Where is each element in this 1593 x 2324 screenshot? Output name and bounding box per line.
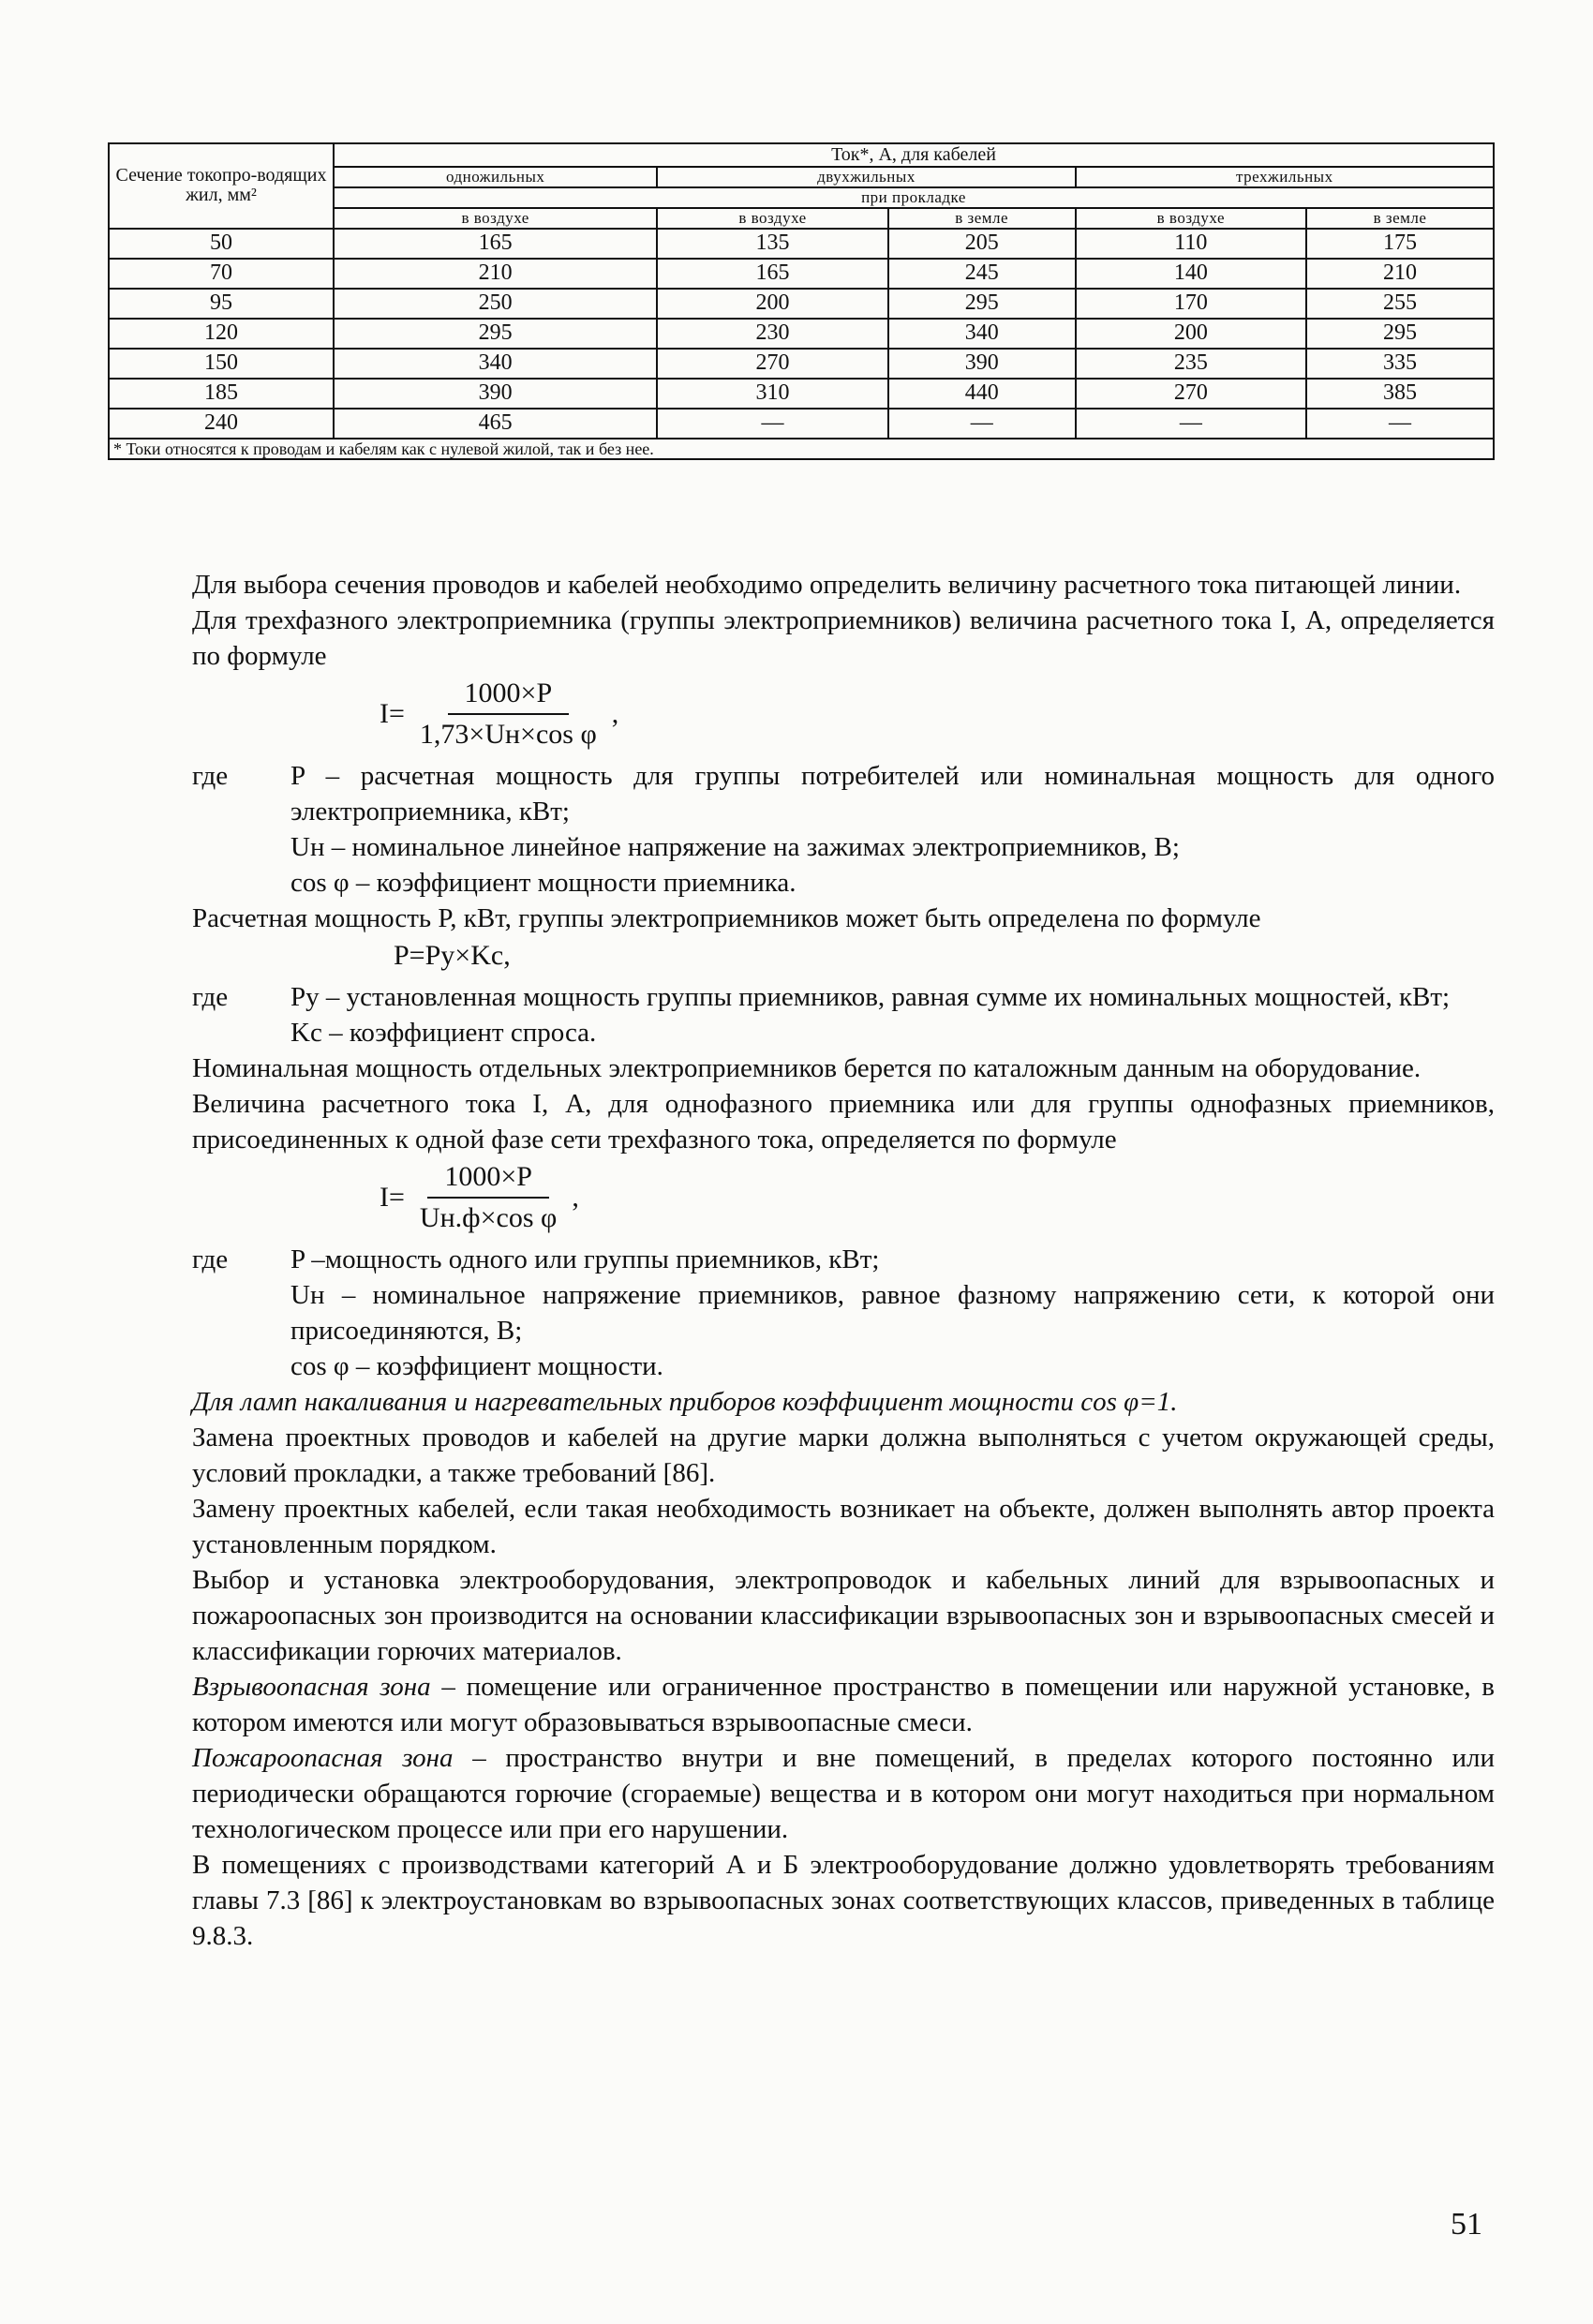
where-label: где: [192, 1244, 229, 1274]
table-cell: 230: [657, 319, 887, 349]
definition: Uн – номинальное линейное напряжение на зажимах электроприемников, В;: [290, 832, 1180, 862]
formula-single-phase: I= $\frac{1000\times P}{\text{Uн.ф×cos φ}}$ ,: [380, 1159, 1495, 1236]
table-cell: 70: [109, 259, 334, 289]
table-cell: 95: [109, 289, 334, 319]
table-cell: 175: [1306, 229, 1494, 259]
table-cell: 340: [888, 319, 1076, 349]
table-cell: 205: [888, 229, 1076, 259]
formula-lhs: I=: [380, 1182, 405, 1213]
definition: cos φ – коэффициент мощности приемника.: [290, 868, 796, 898]
formula-power: P=Pу×Kс,: [394, 940, 511, 971]
table-cell: 390: [334, 379, 657, 409]
formula-fraction: [410, 676, 606, 752]
formula-numerator: 1000×P: [448, 676, 570, 715]
table-cell: 50: [109, 229, 334, 259]
header-air: в воздухе: [1076, 208, 1306, 229]
table-cell: 200: [1076, 319, 1306, 349]
table-cell: 165: [657, 259, 887, 289]
paragraph: Расчетная мощность P, кВт, группы электроприемников может быть определена по формуле: [192, 903, 1261, 933]
paragraph: Выбор и установка электрооборудования, электропроводок и кабельных линий для взрывоопасных и пожароопасных зон производится на основании классификации взрывоопасных зон и взрывоопасных смесей и классификации горючих материалов.: [192, 1565, 1495, 1666]
header-current: Ток*, А, для кабелей: [334, 143, 1494, 167]
table-row: [109, 289, 1494, 319]
table-cell: 255: [1306, 289, 1494, 319]
where-label: где: [192, 982, 229, 1012]
table-cell: —: [1076, 409, 1306, 439]
table-cell: 235: [1076, 349, 1306, 379]
term: Взрывоопасная зона: [192, 1672, 431, 1702]
term: Пожароопасная зона: [192, 1743, 454, 1773]
definition: Pу – установленная мощность группы приемников, равная сумме их номинальных мощностей, кВт;: [290, 982, 1451, 1012]
where-label: где: [192, 761, 229, 791]
table-cell: 120: [109, 319, 334, 349]
term-definition: – помещение или ограниченное пространство в помещении или наружной установке, в котором имеются или могут образовываться взрывоопасные смеси.: [192, 1672, 1495, 1737]
table-cell: —: [888, 409, 1076, 439]
table-cell: 270: [657, 349, 887, 379]
term-definition: – пространство внутри и вне помещений, в пределах которого постоянно или периодически обращаются горючие (сгораемые) вещества и в котором они могут находиться при нормальном технологическом процессе или при его нарушении.: [192, 1743, 1495, 1844]
table-cell: 150: [109, 349, 334, 379]
table-cell: 390: [888, 349, 1076, 379]
current-table: [108, 142, 1495, 460]
table-row: [109, 379, 1494, 409]
definitions: [192, 1242, 1495, 1384]
page-number: 51: [1451, 2207, 1482, 2242]
table-cell: —: [1306, 409, 1494, 439]
definition: P – расчетная мощность для группы потребителей или номинальная мощность для одного электроприемника, кВт;: [290, 761, 1495, 827]
definition: cos φ – коэффициент мощности.: [290, 1351, 663, 1381]
header-three-core: трехжильных: [1076, 167, 1494, 187]
body-text: [192, 567, 1495, 1954]
formula-denominator: 1,73×Uн×cos φ: [419, 719, 597, 750]
paragraph: В помещениях с производствами категорий А и Б электрооборудование должно удовлетворять требованиям главы 7.3 [86] к электроустановкам во взрывоопасных зонах соответствующих классов, приведенных в таблице 9.8.3.: [192, 1850, 1495, 1951]
table-cell: 210: [1306, 259, 1494, 289]
table-cell: 245: [888, 259, 1076, 289]
table-cell: 465: [334, 409, 657, 439]
header-ground: в земле: [1306, 208, 1494, 229]
paragraph: Для ламп накаливания и нагревательных приборов коэффициент мощности cos φ=1.: [192, 1387, 1178, 1417]
header-laying: при прокладке: [334, 187, 1494, 208]
table-cell: 170: [1076, 289, 1306, 319]
table-cell: 440: [888, 379, 1076, 409]
formula-numerator: 1000×P: [427, 1159, 549, 1199]
table-cell: 135: [657, 229, 887, 259]
header-air: в воздухе: [334, 208, 657, 229]
formula-three-phase: I= $\frac{1000\times P}{\text{1,73×Uн×cos φ}}$ ,: [380, 676, 1495, 752]
table-cell: 140: [1076, 259, 1306, 289]
table-cell: 340: [334, 349, 657, 379]
table-cell: 295: [1306, 319, 1494, 349]
table-cell: 270: [1076, 379, 1306, 409]
paragraph: Номинальная мощность отдельных электроприемников берется по каталожным данным на оборудование.: [192, 1053, 1422, 1083]
table-cell: 185: [109, 379, 334, 409]
header-section: Сечение токопро-водящих жил, мм²: [109, 143, 334, 229]
definitions: [192, 758, 1495, 901]
table-row: [109, 259, 1494, 289]
table-cell: 385: [1306, 379, 1494, 409]
formula-denominator: Uн.ф×cos φ: [419, 1202, 558, 1233]
table-row: [109, 229, 1494, 259]
header-air: в воздухе: [657, 208, 887, 229]
definition: Uн – номинальное напряжение приемников, равное фазному напряжению сети, к которой они присоединяются, В;: [290, 1280, 1495, 1346]
paragraph: Для трехфазного электроприемника (группы электроприемников) величина расчетного тока I, А, определяется по формуле: [192, 605, 1495, 671]
table-footnote: * Токи относятся к проводам и кабелям как с нулевой жилой, так и без нее.: [109, 439, 1494, 460]
formula-fraction: [410, 1159, 566, 1236]
header-single-core: одножильных: [334, 167, 657, 187]
table-cell: 250: [334, 289, 657, 319]
header-ground: в земле: [888, 208, 1076, 229]
paragraph: Величина расчетного тока I, А, для однофазного приемника или для группы однофазных приемников, присоединенных к одной фазе сети трехфазного тока, определяется по формуле: [192, 1089, 1495, 1155]
table-cell: 335: [1306, 349, 1494, 379]
paragraph: [192, 1740, 1495, 1847]
header-two-core: двухжильных: [657, 167, 1075, 187]
table-cell: 295: [334, 319, 657, 349]
paragraph: Для выбора сечения проводов и кабелей необходимо определить величину расчетного тока питающей линии.: [192, 570, 1462, 600]
table-cell: —: [657, 409, 887, 439]
table-cell: 200: [657, 289, 887, 319]
table-cell: 110: [1076, 229, 1306, 259]
definition: P –мощность одного или группы приемников, кВт;: [290, 1244, 880, 1274]
table-row: [109, 319, 1494, 349]
definition: Kс – коэффициент спроса.: [290, 1018, 597, 1048]
paragraph: Замену проектных кабелей, если такая необходимость возникает на объекте, должен выполнять автор проекта установленным порядком.: [192, 1494, 1495, 1559]
paragraph: [192, 1669, 1495, 1740]
table-row: [109, 349, 1494, 379]
table-cell: 310: [657, 379, 887, 409]
table-cell: 210: [334, 259, 657, 289]
table-row: [109, 409, 1494, 439]
table-cell: 165: [334, 229, 657, 259]
table-cell: 295: [888, 289, 1076, 319]
definitions: [192, 979, 1495, 1050]
formula-lhs: I=: [380, 698, 405, 729]
table-cell: 240: [109, 409, 334, 439]
paragraph: Замена проектных проводов и кабелей на другие марки должна выполняться с учетом окружающей среды, условий прокладки, а также требований [86].: [192, 1423, 1495, 1488]
